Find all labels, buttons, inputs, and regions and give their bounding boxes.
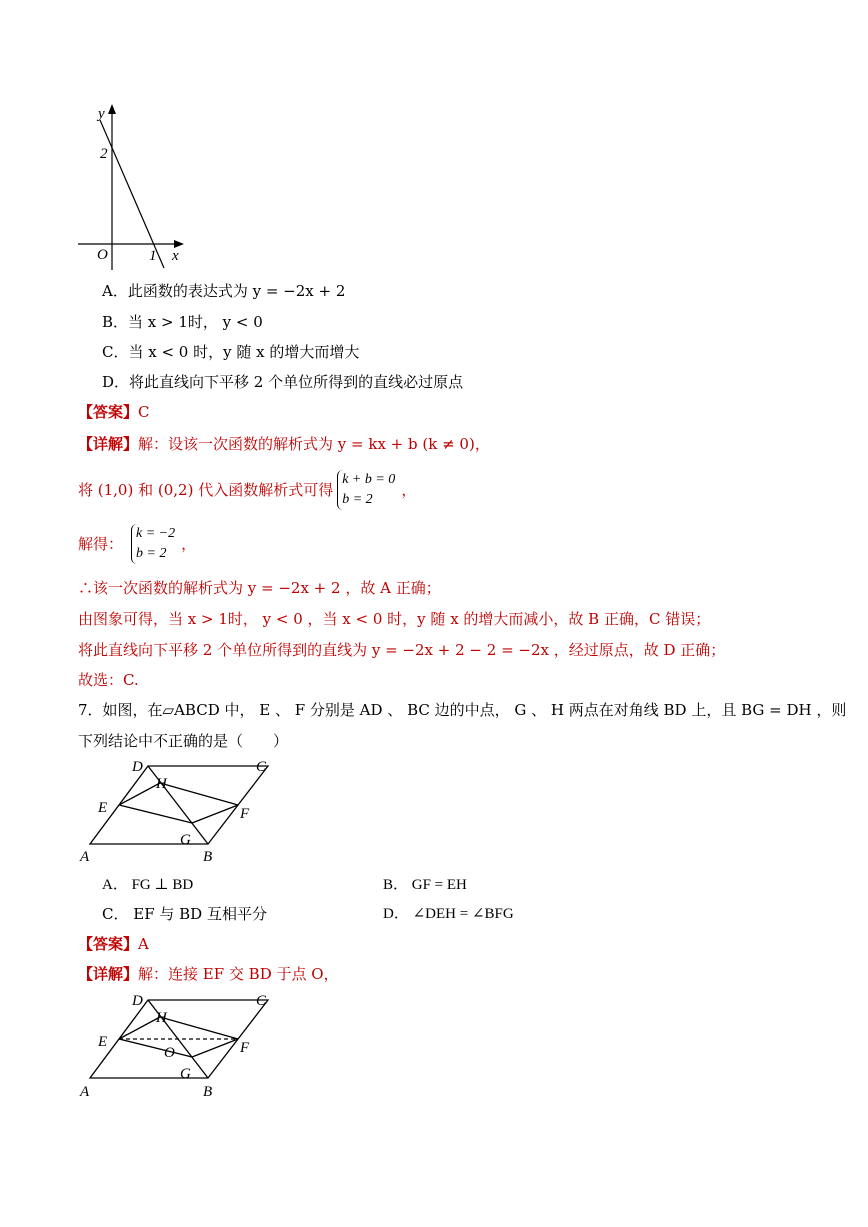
- q6-option-d: D．将此直线向下平移 2 个单位所得到的直线必过原点: [102, 373, 464, 391]
- q6-detail-line2: [78, 468, 416, 512]
- q6-system1-eq2: b = 2: [342, 492, 373, 507]
- q6-detail-line1: [78, 434, 490, 454]
- fig2-label-e: E: [98, 1034, 108, 1050]
- q6-option-a: A．此函数的表达式为 y = −2x + 2: [102, 282, 346, 300]
- fig2-label-g: G: [180, 1066, 191, 1082]
- q6-equation-system-1: [337, 470, 395, 510]
- q6-detail-line3: [78, 522, 196, 566]
- q6-detail-line4: ∴该一次函数的解析式为 y = −2x + 2 ，故 A 正确；: [78, 579, 441, 597]
- fig2-label-f: F: [240, 1040, 250, 1056]
- q6-detail-line5: 由图象可得，当 x > 1时， y < 0 ，当 x < 0 时，y 随 x 的增大而减小，故 B 正确，C 错误；: [78, 610, 711, 628]
- q6-detail-line6: 将此直线向下平移 2 个单位所得到的直线为 y = −2x + 2 − 2 = −2x ，经过原点，故 D 正确；: [78, 641, 726, 659]
- q6-detail-line3-post: ，: [181, 535, 197, 553]
- fig1-label-e: E: [98, 800, 108, 816]
- q7-stem-line1: 7．如图，在▱ABCD 中， E 、 F 分别是 AD 、 BC 边的中点， G 、 H 两点在对角线 BD 上，且 BG = DH ，则: [78, 701, 847, 719]
- q6-detail-line1-text: 解：设该一次函数的解析式为 y = kx + b (k ≠ 0)，: [138, 435, 490, 453]
- q7-detail-tag: 【详解】: [78, 965, 139, 983]
- q6-answer: [78, 402, 150, 422]
- fig1-label-g: G: [180, 832, 191, 848]
- graph-y-intercept-label: 2: [100, 146, 108, 162]
- fig1-label-c: C: [256, 759, 267, 775]
- q6-detail-tag: 【详解】: [78, 435, 139, 453]
- q7-option-a: A． FG ⊥ BD: [102, 877, 194, 893]
- fig2-label-d: D: [132, 993, 143, 1009]
- q7-detail-line1-text: 解：连接 EF 交 BD 于点 O，: [138, 965, 339, 983]
- q7-stem-line2: 下列结论中不正确的是（ ）: [78, 732, 289, 750]
- q7-option-b: B． GF = EH: [383, 877, 467, 893]
- fig2-label-b: B: [203, 1084, 213, 1100]
- graph-y-label: y: [98, 106, 105, 122]
- fig1-label-h: H: [156, 776, 167, 792]
- q6-system2-eq1: k = −2: [136, 526, 176, 541]
- fig1-label-a: A: [80, 849, 90, 865]
- q6-answer-value: C: [138, 403, 150, 421]
- q6-answer-tag: 【答案】: [78, 403, 139, 421]
- fig2-label-o: O: [164, 1045, 175, 1061]
- q6-detail-line3-pre: 解得：: [78, 535, 124, 553]
- q7-answer-tag: 【答案】: [78, 935, 139, 953]
- q6-system1-eq1: k + b = 0: [342, 472, 396, 487]
- parallelogram-figure-with-o: [76, 990, 276, 1102]
- fig2-label-c: C: [256, 993, 267, 1009]
- q6-option-b: B．当 x > 1时， y < 0: [102, 313, 263, 331]
- parallelogram-figure: [76, 756, 276, 868]
- q7-option-c: C． EF 与 BD 互相平分: [102, 905, 267, 923]
- linear-function-graph: [70, 100, 200, 275]
- q7-detail-line1: [78, 964, 339, 984]
- graph-origin-label: O: [97, 247, 108, 263]
- q7-answer: [78, 934, 149, 954]
- graph-x-intercept-label: 1: [149, 248, 157, 264]
- q6-detail-line2-pre: 将 (1,0) 和 (0,2) 代入函数解析式可得: [78, 481, 334, 499]
- q7-answer-value: A: [138, 935, 149, 953]
- fig1-label-f: F: [240, 806, 250, 822]
- q7-option-d: D． ∠DEH = ∠BFG: [383, 906, 514, 922]
- fig2-label-h: H: [156, 1010, 167, 1026]
- fig1-label-d: D: [132, 759, 143, 775]
- graph-x-label: x: [172, 248, 179, 264]
- q6-equation-system-2: [131, 524, 175, 564]
- fig1-label-b: B: [203, 849, 213, 865]
- q6-detail-line2-post: ，: [401, 481, 417, 499]
- q6-option-c: C．当 x < 0 时，y 随 x 的增大而增大: [102, 343, 360, 361]
- q6-system2-eq2: b = 2: [136, 546, 167, 561]
- fig2-label-a: A: [80, 1084, 90, 1100]
- q6-detail-line7: 故选：C.: [78, 671, 139, 689]
